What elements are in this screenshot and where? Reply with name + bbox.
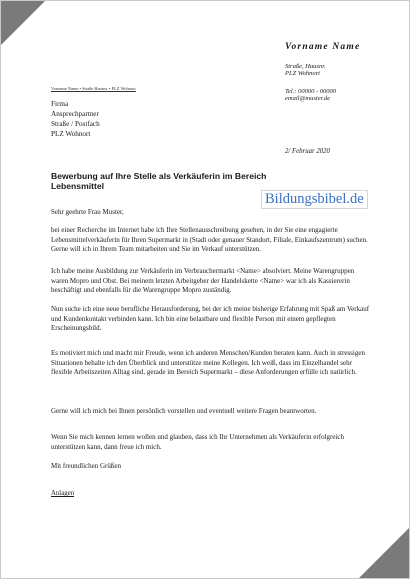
subject-line: Bewerbung auf Ihre Stelle als Verkäuferin im Bereich Lebensmittel — [51, 171, 267, 191]
watermark-logo: Bildungsbibel.de — [261, 190, 368, 209]
sender-name: Vorname Name — [285, 42, 361, 52]
paragraph-2 — [51, 267, 371, 296]
recipient-address — [51, 99, 100, 139]
paragraph-3-text: Nun suche ich eine neue berufliche Herausforderung, bei der ich meine bisherige Erfahrung mit Spaß am Verkauf und Kundenkontakt verbinden kann. Ich bin eine belastbare und flexible Person mit einem gepflegten Erscheinungsbild. — [51, 305, 370, 333]
paragraph-4-text: Es motiviert mich und macht mir Freude, wenn ich anderen Menschen/Kunden beraten kann. Auch in stressigen Situationen behalte ich den Überblick und unterstütze meine Kollegen. Ich weiß, dass im Einzelhandel sehr flexible Arbeitszeiten Alltag sind, gerade im Bereich Supermarkt – diese Anforderungen erfülle ich natürlich. — [51, 349, 365, 377]
attachments-label: Anlagen — [51, 490, 75, 497]
corner-triangle-bottom-right — [359, 528, 409, 578]
sender-email: email@muster.de — [285, 95, 331, 102]
paragraph-1 — [51, 226, 371, 255]
sender-city: PLZ Wohnort — [285, 70, 320, 77]
paragraph-1-text: bei einer Recherche im Internet habe ich Ihre Stellenausschreibung gesehen, in der Sie eine engagierte Lebensmittelverkäuferin für Ihren Supermarkt in (Stadt oder genauer Standort, Filiale, Einkaufszentrum) suchen. Gerne will ich in Ihrem Team mitarbeiten und Sie im Verkauf unterstützen. — [51, 226, 368, 254]
paragraph-5 — [51, 407, 371, 417]
corner-triangle-top-left — [1, 1, 45, 45]
paragraph-2-text: Ich habe meine Ausbildung zur Verkäuferin im Verbrauchermarkt <Name> absolviert. Meine Warengruppen waren Mopro und Obst. Bei meinem letzten Arbeitgeber der Handelskette <Name> war ich als Kassiererin beschäftigt und ebenfalls für die Warengruppe Mopro zuständig. — [51, 267, 355, 295]
paragraph-6-text: Wenn Sie mich kennen lernen wollen und glauben, dass ich Ihr Unternehmen als Verkäuferin erfolgreich unterstützen kann, dann freue ich mich. — [51, 433, 345, 451]
sender-phone: Tel.: 00000 - 00000 — [285, 88, 337, 95]
salutation — [51, 208, 371, 218]
recipient-street: Straße / Postfach — [51, 120, 100, 128]
recipient-city: PLZ Wohnort — [51, 130, 91, 138]
paragraph-5-text: Gerne will ich mich bei Ihnen persönlich vorstellen und eventuell weitere Fragen beantworten. — [51, 407, 317, 415]
paragraph-3 — [51, 305, 371, 334]
recipient-company: Firma — [51, 100, 69, 108]
letter-date: 2/ Februar 2020 — [285, 148, 330, 155]
paragraph-6 — [51, 433, 371, 452]
salutation-text: Sehr geehrte Frau Muster, — [51, 208, 124, 216]
sender-street: Straße, Hausnr. — [285, 63, 326, 70]
recipient-contact: Ansprechpartner — [51, 110, 99, 118]
closing-text: Mit freundlichen Grüßen — [51, 462, 121, 470]
closing — [51, 462, 371, 472]
paragraph-4 — [51, 349, 371, 378]
return-address-line: Vorname Name • Straße Hausnr. • PLZ Wohnort — [51, 86, 136, 91]
